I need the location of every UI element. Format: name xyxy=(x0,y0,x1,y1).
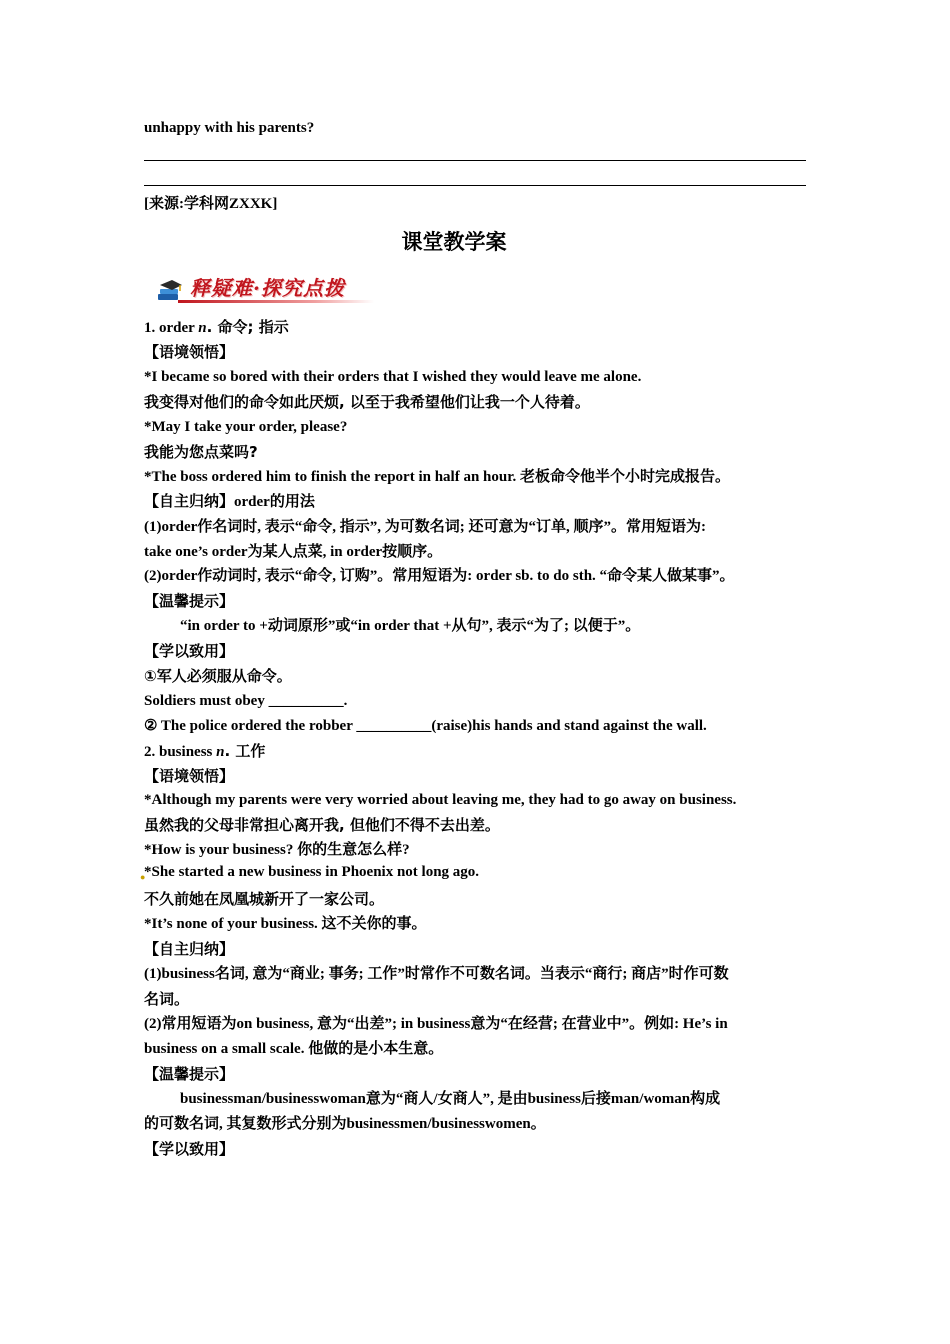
example-cn: 我变得对他们的命令如此厌烦, 以至于我希望他们让我一个人待着。 xyxy=(144,393,590,411)
practice-question: ①军人必须服从命令。 xyxy=(144,667,292,685)
example-mixed: *The boss ordered him to finish the report in half an hour. 老板命令他半个小时完成报告。 xyxy=(144,469,731,485)
summary-label: 【自主归纳】order的用法 xyxy=(144,494,315,510)
context-label: 【语境领悟】 xyxy=(144,343,235,361)
practice-label: 【学以致用】 xyxy=(144,642,235,660)
tip-label: 【温馨提示】 xyxy=(144,592,235,610)
summary-label: 【自主归纳】 xyxy=(144,940,235,958)
heading-pos: n xyxy=(198,320,207,336)
heading-pos: n xyxy=(216,744,225,760)
example-en: *Although my parents were very worried about leaving me, they had to go away on business. xyxy=(144,792,737,808)
source-note: [来源:学科网ZXXK] xyxy=(144,196,278,212)
summary-text: business on a small scale. 他做的是小本生意。 xyxy=(144,1041,444,1057)
example-mixed: *It’s none of your business. 这不关你的事。 xyxy=(144,916,427,932)
practice-question: ② The police ordered the robber __________(raise)his hands and stand against the wall. xyxy=(144,718,707,734)
example-cn: 我能为您点菜吗? xyxy=(144,443,258,461)
answer-line-2 xyxy=(144,185,806,186)
heading-number: 2. business xyxy=(144,744,217,760)
banner-underline xyxy=(178,300,374,303)
page-title: 课堂教学案 xyxy=(401,230,507,254)
summary-text: (1)business名词, 意为“商业; 事务; 工作”时常作不可数名词。当表示“商行; 商店”时作可数 xyxy=(144,966,729,982)
heading-meaning: . 命令; 指示 xyxy=(206,318,289,336)
context-label: 【语境领悟】 xyxy=(144,767,235,785)
section-banner xyxy=(154,270,374,306)
summary-text: (2)order作动词时, 表示“命令, 订购”。常用短语为: order sb. to do sth. “命令某人做某事”。 xyxy=(144,568,735,584)
summary-text: (1)order作名词时, 表示“命令, 指示”, 为可数名词; 还可意为“订单, 顺序”。常用短语为: xyxy=(144,519,707,535)
tip-text: businessman/businesswoman意为“商人/女商人”, 是由business后接man/woman构成 xyxy=(180,1091,721,1107)
tip-text: “in order to +动词原形”或“in order that +从句”, 表示“为了; 以便于”。 xyxy=(180,618,641,634)
banner-label: 释疑难·探究点拨 xyxy=(190,276,345,300)
tip-text: 的可数名词, 其复数形式分别为businessmen/businesswomen。 xyxy=(144,1116,546,1132)
example-mixed: *How is your business? 你的生意怎么样? xyxy=(144,842,410,858)
practice-label: 【学以致用】 xyxy=(144,1140,235,1158)
text-fragment: unhappy with his parents? xyxy=(144,120,315,136)
example-cn: 不久前她在凤凰城新开了一家公司。 xyxy=(144,890,385,908)
heading-number: 1. order xyxy=(144,320,199,336)
example-en: *I became so bored with their orders that I wished they would leave me alone. xyxy=(144,369,642,385)
section-heading-business xyxy=(144,741,808,762)
example-en: *May I take your order, please? xyxy=(144,419,348,435)
marker-dot-icon: ● xyxy=(140,872,146,882)
tip-label: 【温馨提示】 xyxy=(144,1065,235,1083)
example-cn: 虽然我的父母非常担心离开我, 但他们不得不去出差。 xyxy=(144,816,500,834)
summary-text: (2)常用短语为on business, 意为“出差”; in business意为“在经营; 在营业中”。例如: He’s in xyxy=(144,1016,728,1032)
summary-text: 名词。 xyxy=(144,990,190,1008)
section-heading-order xyxy=(144,317,808,338)
heading-meaning: . 工作 xyxy=(224,742,266,760)
example-en: ● *She started a new business in Phoenix not long ago. xyxy=(144,862,808,882)
practice-question: Soldiers must obey __________. xyxy=(144,693,348,709)
summary-text: take one’s order为某人点菜, in order按顺序。 xyxy=(144,544,443,560)
answer-line-1 xyxy=(144,160,806,161)
